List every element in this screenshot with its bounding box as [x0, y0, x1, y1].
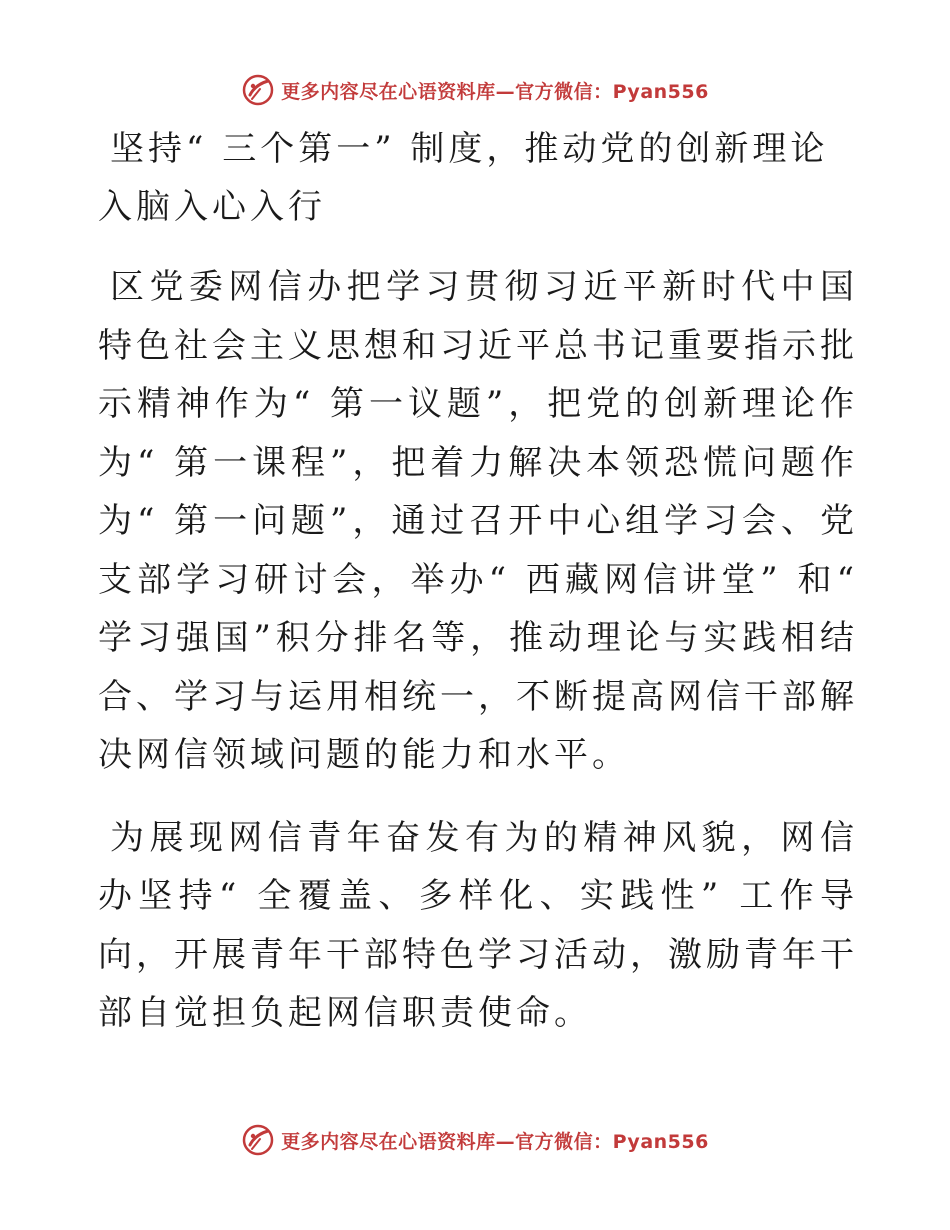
paragraph: 为展现网信青年奋发有为的精神风貌，网信办坚持“ 全覆盖、多样化、实践性” 工作导向，开展青年干部特色学习活动，激励青年干部自觉担负起网信职责使命。: [98, 817, 858, 1033]
pen-seal-icon: [241, 1123, 275, 1157]
footer-watermark: [0, 1120, 950, 1160]
watermark-text: 更多内容尽在心语资料库—官方微信：Pyan556: [281, 80, 709, 103]
document-body: [98, 120, 858, 1043]
pen-seal-icon: [241, 73, 275, 107]
header-watermark: [0, 70, 950, 110]
paragraph: 区党委网信办把学习贯彻习近平新时代中国特色社会主义思想和习近平总书记重要指示批示精神作为“ 第一议题”，把党的创新理论作为“ 第一课程”，把着力解决本领恐慌问题作为“ 第一问题”，通过召开中心组学习会、党支部学习研讨会，举办“ 西藏网信讲堂” 和“ 学习强国”积分排名等，推动理论与实践相结合、学习与运用相统一，不断提高网信干部解决网信领域问题的能力和水平。: [98, 267, 858, 775]
watermark-text: 更多内容尽在心语资料库—官方微信：Pyan556: [281, 1130, 709, 1153]
document-title: 坚持“ 三个第一” 制度，推动党的创新理论入脑入心入行: [98, 129, 829, 227]
